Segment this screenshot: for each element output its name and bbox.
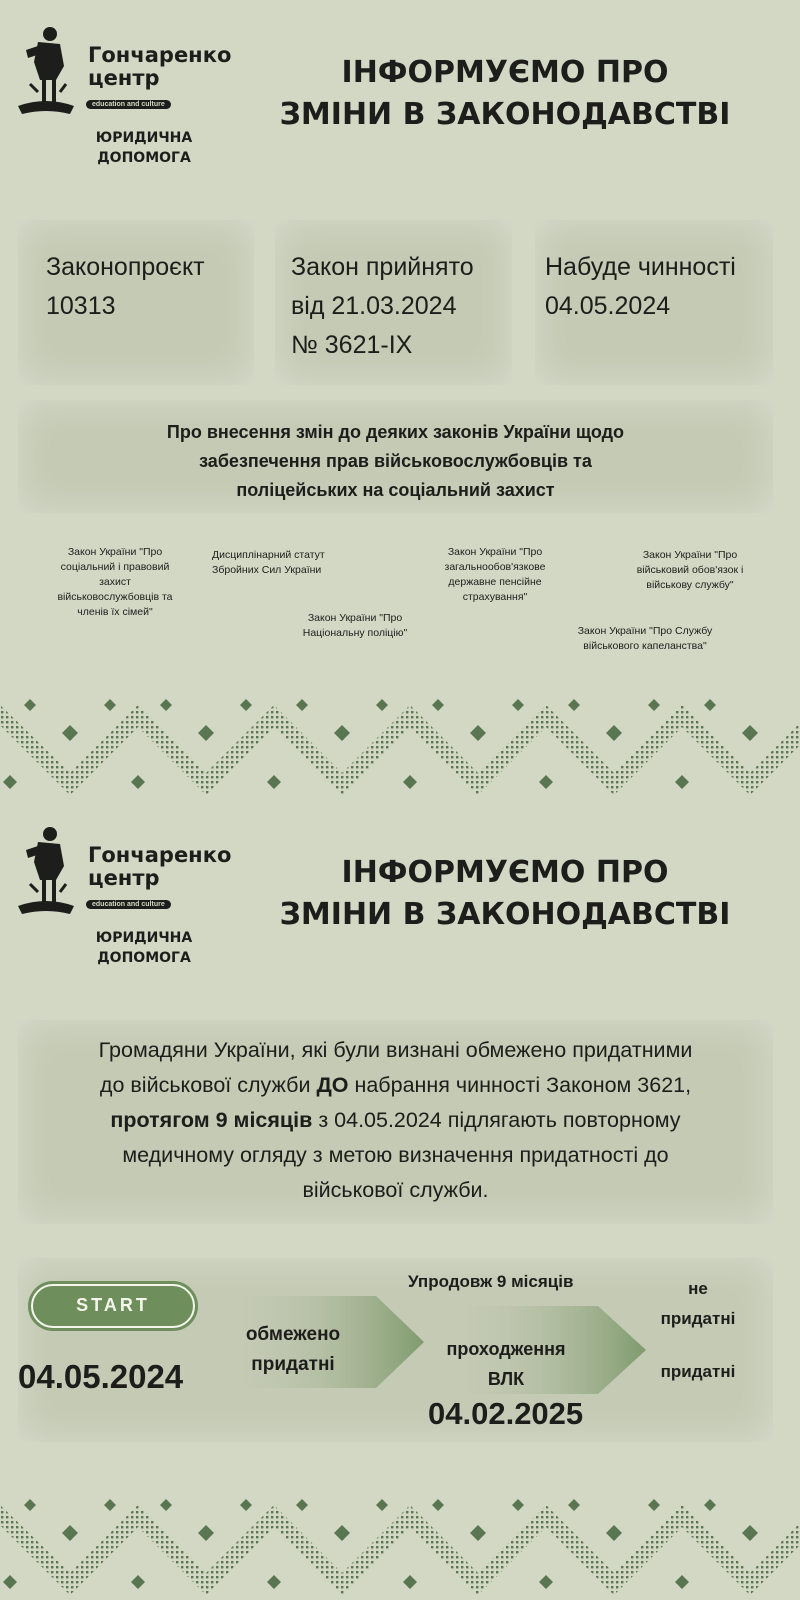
info-box — [18, 1020, 773, 1224]
card-effective-date — [535, 220, 773, 385]
brand-name-line2: центр — [88, 66, 160, 90]
outcome-fit: придатні — [660, 1362, 736, 1381]
card-bill-label: Законопроєкт — [46, 253, 205, 281]
process-medical-board: проходження ВЛК — [446, 1339, 566, 1389]
embroidery-ornament — [0, 1495, 800, 1600]
page-title: ІНФОРМУЄМО ПРО ЗМІНИ В ЗАКОНОДАВСТВІ — [279, 855, 731, 932]
start-date: 04.05.2024 — [18, 1358, 184, 1395]
amended-law-3: Закон України "Про Національну поліцію" — [302, 612, 408, 639]
outcome-unfit: не придатні — [660, 1279, 736, 1328]
card-bill-value: 10313 — [46, 292, 116, 320]
timeline-box — [18, 1258, 773, 1442]
period-label: Упродовж 9 місяців — [408, 1272, 574, 1291]
card-bill-number — [18, 220, 254, 385]
amended-law-5: Закон України "Про військовий обов'язок і військову службу" — [636, 549, 744, 591]
embroidery-ornament — [0, 695, 800, 800]
law-title-box — [18, 400, 773, 513]
law-title: Про внесення змін до деяких законів України щодо забезпечення прав військовослужбовців та поліцейських на соціальний захист — [166, 422, 625, 500]
card-effective-label: Набуде чинності — [545, 253, 736, 281]
card-law-adopted — [275, 220, 512, 385]
brand-name-line1: Гончаренко — [88, 43, 232, 67]
potter-logo-icon — [16, 22, 76, 122]
brand-name-line2: центр — [88, 866, 160, 890]
amended-law-2: Дисциплінарний статут Збройних Сил України — [212, 549, 325, 576]
page-title: ІНФОРМУЄМО ПРО ЗМІНИ В ЗАКОНОДАВСТВІ — [279, 55, 731, 132]
start-badge: START — [31, 1284, 195, 1328]
brand-tagline: education and culture — [86, 100, 171, 109]
department-label: ЮРИДИЧНА ДОПОМОГА — [95, 130, 193, 166]
amended-law-1: Закон України "Про соціальний і правовий захист військовослужбовців та членів їх сімей" — [57, 546, 173, 618]
card-law-label: Закон прийнято — [291, 253, 474, 281]
potter-logo-icon — [16, 822, 76, 922]
info-text: Громадяни України, які були визнані обмежено придатними до військової служби ДО набрання чинності Законом 3621, протягом 9 місяців з 04.05.2024 підлягають повторному медичному огляду з метою визначення придатності до військової служби. — [98, 1038, 693, 1202]
brand-name-line1: Гончаренко — [88, 843, 232, 867]
amended-law-4: Закон України "Про загальнообов'язкове державне пенсійне страхування" — [444, 546, 546, 603]
brand-tagline: education and culture — [86, 900, 171, 909]
department-label: ЮРИДИЧНА ДОПОМОГА — [95, 930, 193, 966]
card-law-number: № 3621-IX — [291, 331, 413, 359]
amended-law-6: Закон України "Про Службу військового капеланства" — [577, 625, 713, 652]
card-law-date: від 21.03.2024 — [291, 292, 457, 320]
card-effective-value: 04.05.2024 — [545, 292, 671, 320]
status-limited-fit: обмежено придатні — [245, 1324, 341, 1375]
end-date: 04.02.2025 — [428, 1396, 584, 1431]
